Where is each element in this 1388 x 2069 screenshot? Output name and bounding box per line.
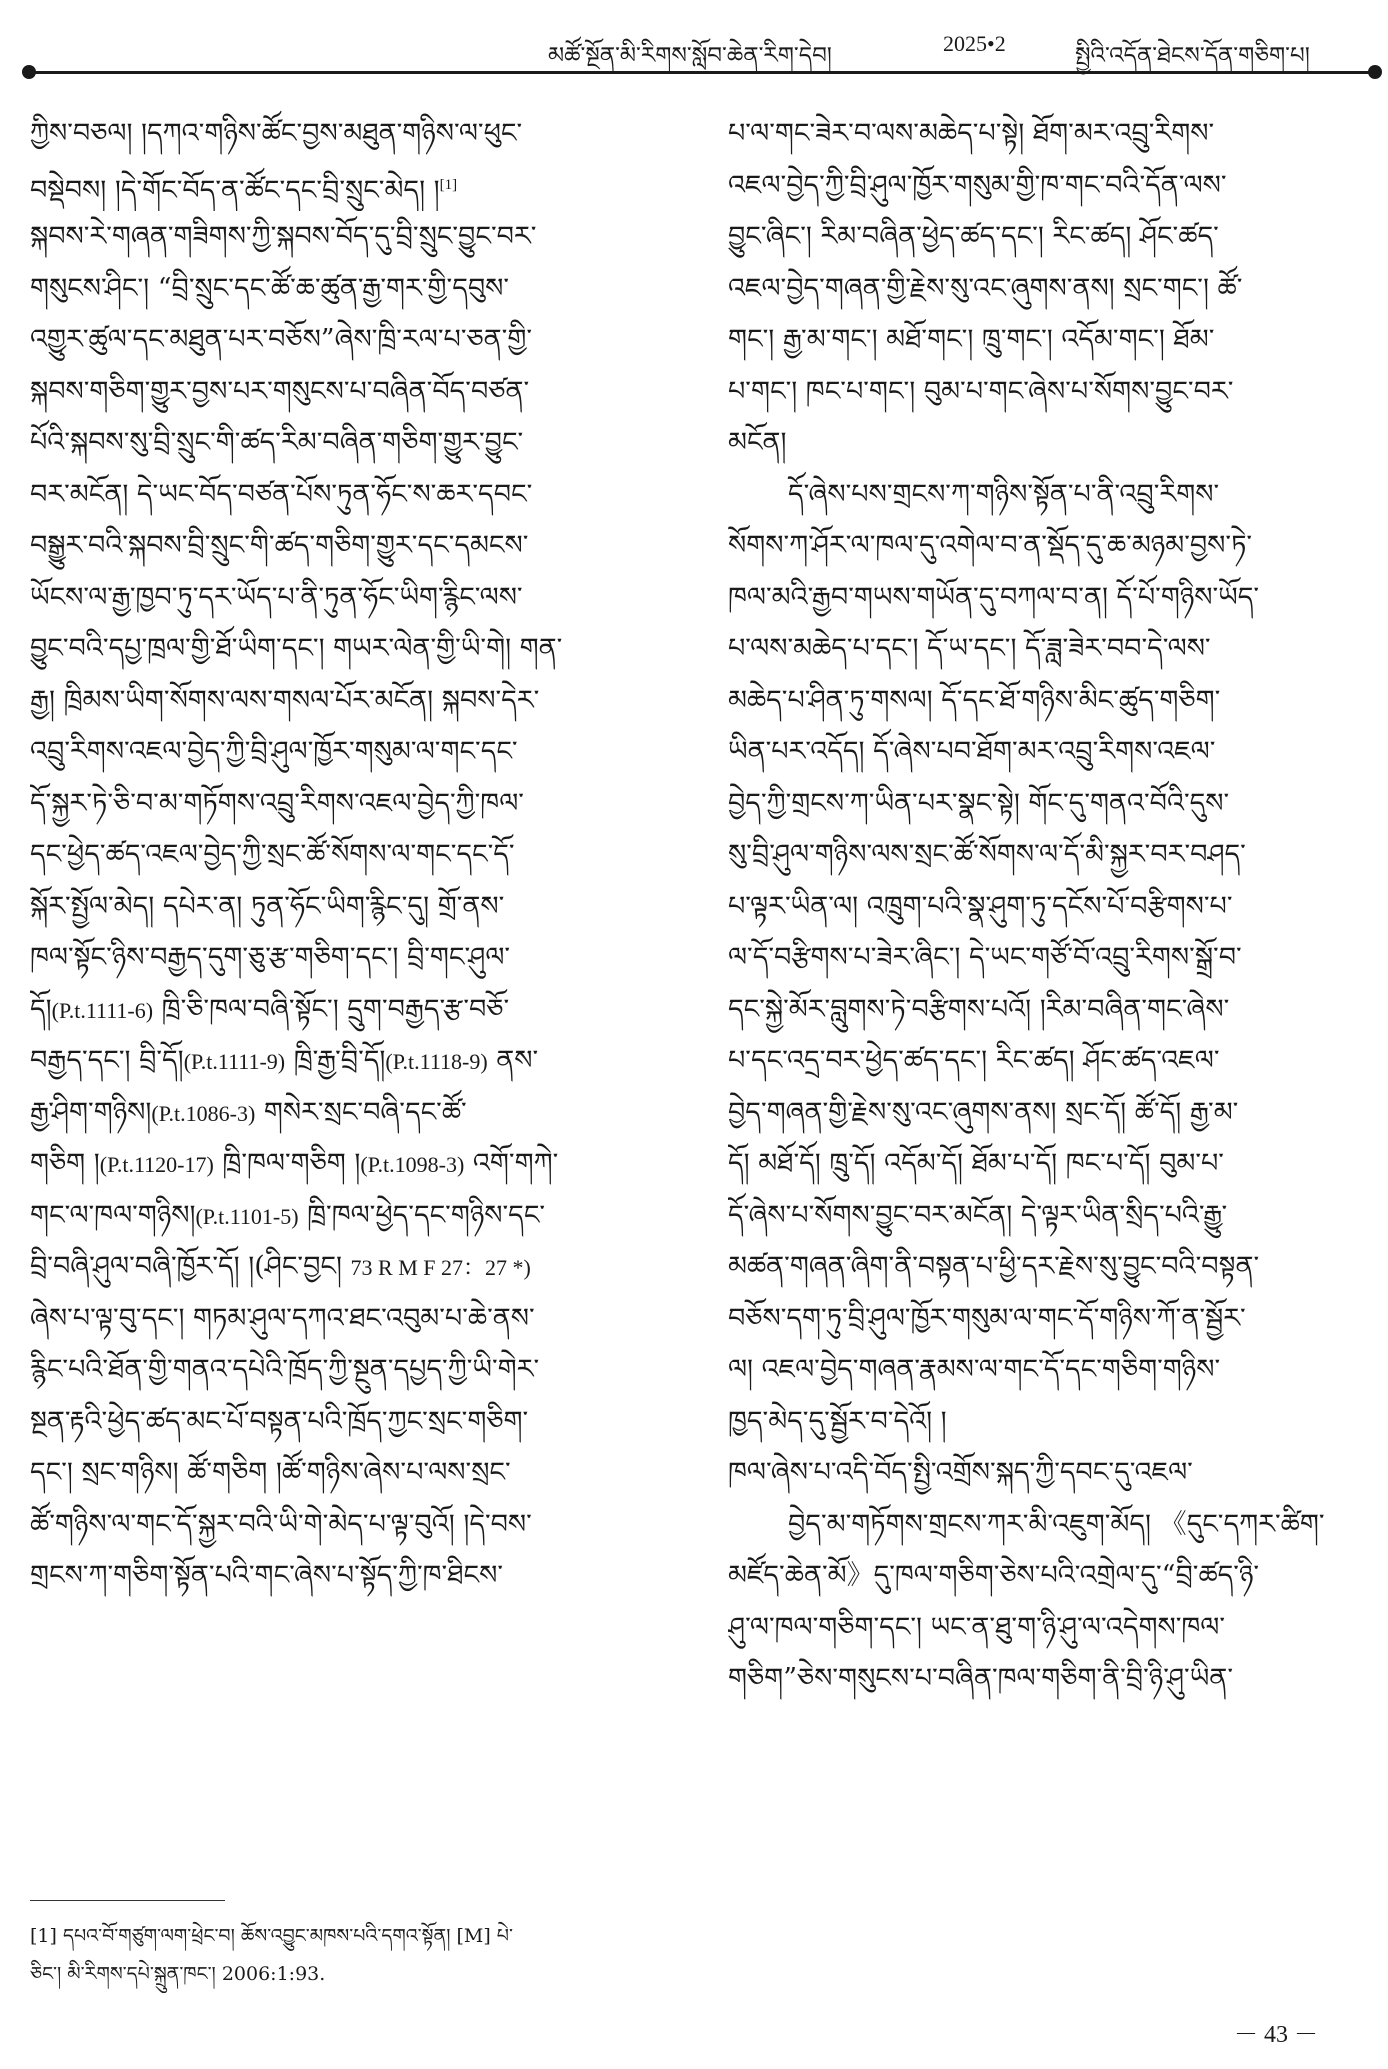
- text-line: དོ་སྐྱར་ཏེ་ཅི་བ་མ་གཏོགས་འབྲུ་རིགས་འཇལ་བྱེད་ཀྱི་ཁལ་: [30, 787, 524, 819]
- text-line: འགྱུར་ཚུལ་དང་མཐུན་པར་བཅོས”ཞེས་ཁྲི་རལ་པ་ཅན་གྱི་: [30, 324, 533, 355]
- text-line: དང་། སྲང་གཉིས། ཚོ་གཅིག །ཚོ་གཉིས་ཞེས་པ་ལས་སྲང་: [30, 1457, 511, 1488]
- running-header: [0, 0, 1388, 80]
- text-line: བྱུང་ཞིང་། རིམ་བཞིན་ཕྱེད་ཚད་དང་། རིང་ཚད། ཤོང་ཚད་: [728, 221, 1219, 252]
- text-line: གཅིག །(P.t.1120-17) ཁྲི་ཁལ་གཅིག །(P.t.1098-3) འགོ་གཀེ་: [30, 1148, 559, 1179]
- text-line: པ་ལས་མཆེད་པ་དང་། དོ་ཡ་དང་། དོ་ཟླ་ཟེར་བབ་དེ་ལས་: [728, 633, 1211, 664]
- text-line: འབྲུ་རིགས་འཇལ་བྱེད་ཀྱི་བྲི་ཤུལ་ཁྱོར་གསུམ་ལ་གང་དང་: [30, 736, 518, 767]
- text-line: བྱེད་གཞན་གྱི་རྗེས་སུ་འང་ཞུགས་ནས། སྲང་དོ། ཚོ་དོ། རྒྱ་མ་: [728, 1096, 1239, 1128]
- right-text-column: [728, 108, 1378, 1705]
- text-line: མཚན་གཞན་ཞིག་ནི་བསྟན་པ་ཕྱི་དར་རྗེས་སུ་བྱུང་བའི་བསྟན་: [728, 1251, 1260, 1282]
- text-line: པ་ལྟར་ཡིན་ལ། འཁྲུག་པའི་སྣ་ཤུག་ཏུ་དངོས་པོ་བརྩིགས་པ་: [728, 890, 1233, 922]
- text-line: འཇལ་བྱེད་ཀྱི་བྲི་ཤུལ་ཁྱོར་གསུམ་གྱི་ཁ་གང་བའི་དོན་ལས་: [728, 169, 1227, 201]
- page-number: － 43 －: [1234, 2022, 1318, 2048]
- text-line: བྱེད་ཀྱི་གྲངས་ཀ་ཡིན་པར་སྣང་སྟེ། གོང་དུ་གནའ་བོའི་དུས་: [728, 787, 1230, 819]
- text-line: རྒྱ། ཁྲིམས་ཡིག་སོགས་ལས་གསལ་པོར་མངོན། སྐབས་དེར་: [30, 684, 540, 716]
- footnote-line: [1] དཔའ་བོ་གཙུག་ལག་ཕྲེང་བ། ཆོས་འབྱུང་མཁས་པའི་དགའ་སྟོན། [M] པེ་: [30, 1925, 513, 1947]
- footnote-reference: [1]: [439, 176, 458, 193]
- issue-number: 2025•2: [943, 31, 1006, 56]
- header-rule-endpoint-left: [22, 65, 36, 79]
- text-line: ལ། འཇལ་བྱེད་གཞན་རྣམས་ལ་གང་དོ་དང་གཅིག་གཉིས་: [728, 1354, 1221, 1385]
- text-line: ཤུ་ལ་ཁལ་གཅིག་དང་། ཡང་ན་ཐུ་ག་ཉི་ཤུ་ལ་འདེགས་ཁལ་: [728, 1611, 1226, 1643]
- text-line: པ་ལ་གང་ཟེར་བ་ལས་མཆེད་པ་སྟེ། ཐོག་མར་འབྲུ་རིགས་: [728, 118, 1215, 149]
- text-line: ཡོངས་ལ་རྒྱ་ཁྱབ་ཏུ་དར་ཡོད་པ་ནི་ཏུན་ཧོང་ཡིག་རྙིང་ལས་: [30, 581, 523, 613]
- text-line: དང་ཕྱེད་ཚད་འཇལ་བྱེད་ཀྱི་སྲང་ཚོ་སོགས་ལ་གང་དང་དོ་: [30, 839, 515, 870]
- text-line: གསུངས་ཤིང་། “བྲི་སྲུང་དང་ཚོ་ཆ་ཚུན་རྒྱ་གར་གྱི་དབུས་: [30, 272, 510, 304]
- text-line: བྱེད་མ་གཏོགས་གྲངས་ཀར་མི་འཇུག་མོད། 《དུང་དཀར་ཚིག་: [788, 1508, 1325, 1540]
- text-line: ཡིན་པར་འདོད། དོ་ཞེས་པབ་ཐོག་མར་འབྲུ་རིགས་འཇལ་: [728, 736, 1216, 767]
- text-line: སྐབས་རེ་གཞན་གཟིགས་ཀྱི་སྐབས་བོད་དུ་བྲི་སྲུང་བྱུང་བར་: [30, 221, 537, 252]
- header-rule: [26, 71, 1376, 74]
- text-line: འཇལ་བྱེད་གཞན་གྱི་རྗེས་སུ་འང་ཞུགས་ནས། སྲང་གང་། ཚོ་: [728, 272, 1243, 304]
- text-line: ཁྱད་མེད་དུ་སྦྱོར་བ་དེའོ། །: [728, 1405, 947, 1437]
- text-line: ལ་དོ་བརྩིགས་པ་ཟེར་ཞིང་། དེ་ཡང་གཙོ་བོ་འབྲུ་རིགས་སྒྲོ་བ་: [728, 942, 1242, 973]
- footnote: [30, 1917, 680, 1993]
- text-line: གང་། རྒྱ་མ་གང་། མཐོ་གང་། ཁྲུ་གང་། འདོམ་གང་། ཐོམ་: [728, 324, 1215, 355]
- text-line: དོ་ཞེས་པས་གྲངས་ཀ་གཉིས་སྟོན་པ་ནི་འབྲུ་རིགས་: [788, 478, 1220, 510]
- text-line: རྙིང་པའི་ཐོན་གྱི་གནའ་དཔེའི་ཁྲོད་ཀྱི་སྔུན་དཔྱད་ཀྱི་ཡི་གེར་: [30, 1354, 540, 1385]
- text-line: མཛོད་ཆེན་མོ》དུ་ཁལ་གཅིག་ཅེས་པའི་འགྲེལ་དུ་“བྲི་ཚད་ཉི་: [728, 1560, 1260, 1591]
- text-line: གྲངས་ཀ་གཅིག་སྟོན་པའི་གང་ཞེས་པ་སྟོད་ཀྱི་ཁ་ཐིངས་: [30, 1560, 503, 1591]
- text-line: བསྒྱུར་བའི་སྐབས་བྲི་སྲུང་གི་ཚད་གཅིག་གྱུར་དང་དམངས་: [30, 530, 529, 561]
- text-line: བྲི་བཞི་ཤུལ་བཞི་ཁྱོར་དོ། །(ཤིང་བྱང། 73 R M F 27：27 *): [30, 1251, 531, 1282]
- text-line: སྐོར་སྤྱོལ་མེད། དཔེར་ན། ཏུན་ཧོང་ཡིག་རྙིང་དུ། གྲོ་ནས་: [30, 890, 505, 922]
- text-line: དོ།(P.t.1111-6) ཁྲི་ཅི་ཁལ་བཞི་སྟོང་། དྲུག་བརྒྱད་རྩ་བཅོ་: [30, 993, 510, 1025]
- text-line: དང་སྐྱེ་མོར་བླུགས་ཏེ་བརྩིགས་པའོ། །རིམ་བཞིན་གང་ཞེས་: [728, 993, 1230, 1025]
- text-line: ཀྱིས་བཅལ། །དཀའ་གཉིས་ཚོང་བྱས་མཐུན་གཉིས་ལ་ཕུང་: [30, 118, 523, 149]
- text-line: པ་དང་འདྲ་བར་ཕྱེད་ཚད་དང་། རིང་ཚད། ཤོང་ཚད་འཇལ་: [728, 1045, 1220, 1076]
- text-line: ཚོ་གཉིས་ལ་གང་དོ་སྐྱར་བའི་ཡི་གེ་མེད་པ་ལྟ་བུའོ། །དེ་བས་: [30, 1508, 532, 1540]
- text-line: ཁལ་སྟོང་ཉིས་བརྒྱད་དུག་ཅུ་རྩ་གཅིག་དང་། བྲི་གང་ཤུལ་: [30, 942, 511, 973]
- text-line: སྔན་རྟའི་ཕྱེད་ཚད་མང་པོ་བསྟན་པའི་ཁྲོད་ཀྱང་སྲང་གཅིག་: [30, 1405, 529, 1437]
- text-line: ཁལ་མའི་རྒྱབ་གཡས་གཡོན་དུ་བཀལ་བ་ན། དོ་པོ་གཉིས་ཡོད་: [728, 581, 1260, 613]
- text-line: ཁལ་ཞེས་པ་འདི་བོད་སྤྱི་འགྲོས་སྐད་ཀྱི་དབང་དུ་འཇལ་: [728, 1457, 1193, 1488]
- text-line: རྒྱ་ཤིག་གཉིས།(P.t.1086-3) གསེར་སྲང་བཞི་དང་ཚོ་: [30, 1096, 467, 1128]
- text-line: སྐབས་གཅིག་གྱུར་བྱས་པར་གསུངས་པ་བཞིན་བོད་བཙན་: [30, 375, 530, 407]
- text-line: བྱུང་བའི་དཔྱ་ཁྲལ་གྱི་ཐོ་ཡིག་དང་། གཡར་ལེན་གྱི་ཡི་གེ། གན་: [30, 633, 563, 664]
- text-line: བརྒྱད་དང་། བྲི་དོ།(P.t.1111-9) ཁྲི་རྒྱ་བྲི་དོ།(P.t.1118-9) ནས་: [30, 1045, 539, 1076]
- text-line: མངོན།: [728, 427, 787, 458]
- footnote-line: ཅིང་། མི་རིགས་དཔེ་སྐྲུན་ཁང་། 2006:1:93.: [30, 1963, 326, 1985]
- text-line: སུ་བྲི་ཤུལ་གཉིས་ལས་སྲང་ཚོ་སོགས་ལ་དོ་མི་སྐྱར་བར་བཤད་: [728, 839, 1246, 870]
- text-line: པོའི་སྐབས་སུ་བྲི་སྲུང་གི་ཚད་རིམ་བཞིན་གཅིག་གྱུར་བྱུང་: [30, 427, 524, 458]
- text-line: བསྡེབས། །དེ་གོང་བོད་ན་ཚོང་དང་བྲི་སྲུང་མེད། །[1]: [30, 174, 458, 206]
- journal-title: མཚོ་སྔོན་མི་རིགས་སློབ་ཆེན་རིག་དེབ།: [548, 43, 832, 69]
- text-line: དོ་ཞེས་པ་སོགས་བྱུང་བར་མངོན། དེ་ལྟར་ཡིན་སྲིད་པའི་རྒྱུ་: [728, 1199, 1228, 1231]
- text-line: ཞེས་པ་ལྟ་བུ་དང་། གཏམ་ཤུལ་དཀའ་ཐང་འབུམ་པ་ཆེ་ནས་: [30, 1302, 535, 1334]
- footnote-rule: [30, 1900, 225, 1901]
- header-rule-endpoint-right: [1368, 65, 1382, 79]
- text-line: སོགས་ཀ་ཤོར་ལ་ཁལ་དུ་འགེལ་བ་ན་སྡོད་དུ་ཆ་མཉམ་བྱས་ཏེ་: [728, 530, 1253, 561]
- left-text-column: [30, 108, 680, 1602]
- text-line: པ་གང་། ཁང་པ་གང་། བུམ་པ་གང་ཞེས་པ་སོགས་བྱུང་བར་: [728, 375, 1234, 407]
- text-line: དོ། མཐོ་དོ། ཁྲུ་དོ། འདོམ་དོ། ཐོམ་པ་དོ། ཁང་པ་དོ། བུམ་པ་: [728, 1148, 1224, 1179]
- text-line: བར་མངོན། དེ་ཡང་བོད་བཙན་པོས་ཏུན་ཧོང་ས་ཆར་དབང་: [30, 478, 533, 510]
- text-line: མཆེད་པ་ཤིན་ཏུ་གསལ། དོ་དང་ཐོ་གཉིས་མིང་ཚུད་གཅིག་: [728, 684, 1221, 716]
- text-line: བཅོས་དག་ཏུ་བྲི་ཤུལ་ཁྱོར་གསུམ་ལ་གང་དོ་གཉིས་ཀོ་ན་སྦྱོར་: [728, 1302, 1246, 1334]
- text-line: གཅིག”ཅེས་གསུངས་པ་བཞིན་ཁལ་གཅིག་ནི་བྲི་ཉི་ཤུ་ཡིན་: [728, 1663, 1233, 1694]
- issue-section: སྤྱིའི་འདོན་ཐེངས་དོན་གཅིག་པ།: [1075, 43, 1310, 69]
- text-line: གང་ལ་ཁལ་གཉིས།(P.t.1101-5) ཁྲི་ཁལ་ཕྱེད་དང་གཉིས་དང་: [30, 1199, 546, 1231]
